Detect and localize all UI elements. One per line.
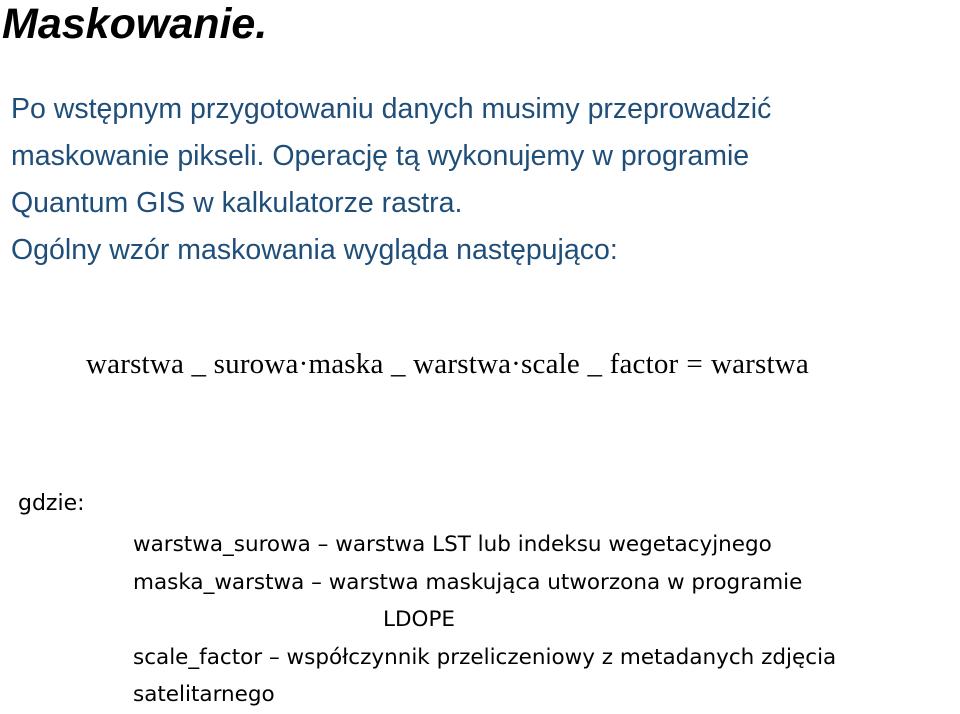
formula-multiply-dot: · <box>511 348 522 380</box>
where-label: gdzie: <box>18 491 85 516</box>
formula-term-scale-factor: scale _ factor <box>521 348 679 380</box>
formula-term-mask-layer: maska _ warstwa <box>308 348 512 380</box>
formula-term-raw-layer: warstwa _ surowa <box>86 348 299 380</box>
formula-result: warstwa <box>710 348 809 380</box>
intro-line: Po wstępnym przygotowaniu danych musimy przeprowadzić <box>11 93 772 125</box>
definition-line: LDOPE <box>383 607 456 632</box>
definition-line: satelitarnego <box>133 682 275 707</box>
page-title: Maskowanie. <box>2 0 268 48</box>
definition-line: warstwa_surowa – warstwa LST lub indeksu wegetacyjnego <box>133 532 772 557</box>
masking-formula <box>86 344 809 384</box>
definition-line: scale_factor – współczynnik przeliczeniowy z metadanych zdjęcia <box>133 644 837 670</box>
intro-line: Ogólny wzór maskowania wygląda następująco: <box>11 234 618 266</box>
intro-line: Quantum GIS w kalkulatorze rastra. <box>11 187 463 219</box>
formula-equals-sign: = <box>686 348 703 380</box>
intro-line: maskowanie pikseli. Operację tą wykonujemy w programie <box>11 140 750 172</box>
definition-line: maska_warstwa – warstwa maskująca utworzona w programie <box>133 569 803 595</box>
definitions-list <box>133 526 836 714</box>
intro-paragraph <box>11 86 951 274</box>
formula-multiply-dot: · <box>298 348 309 380</box>
